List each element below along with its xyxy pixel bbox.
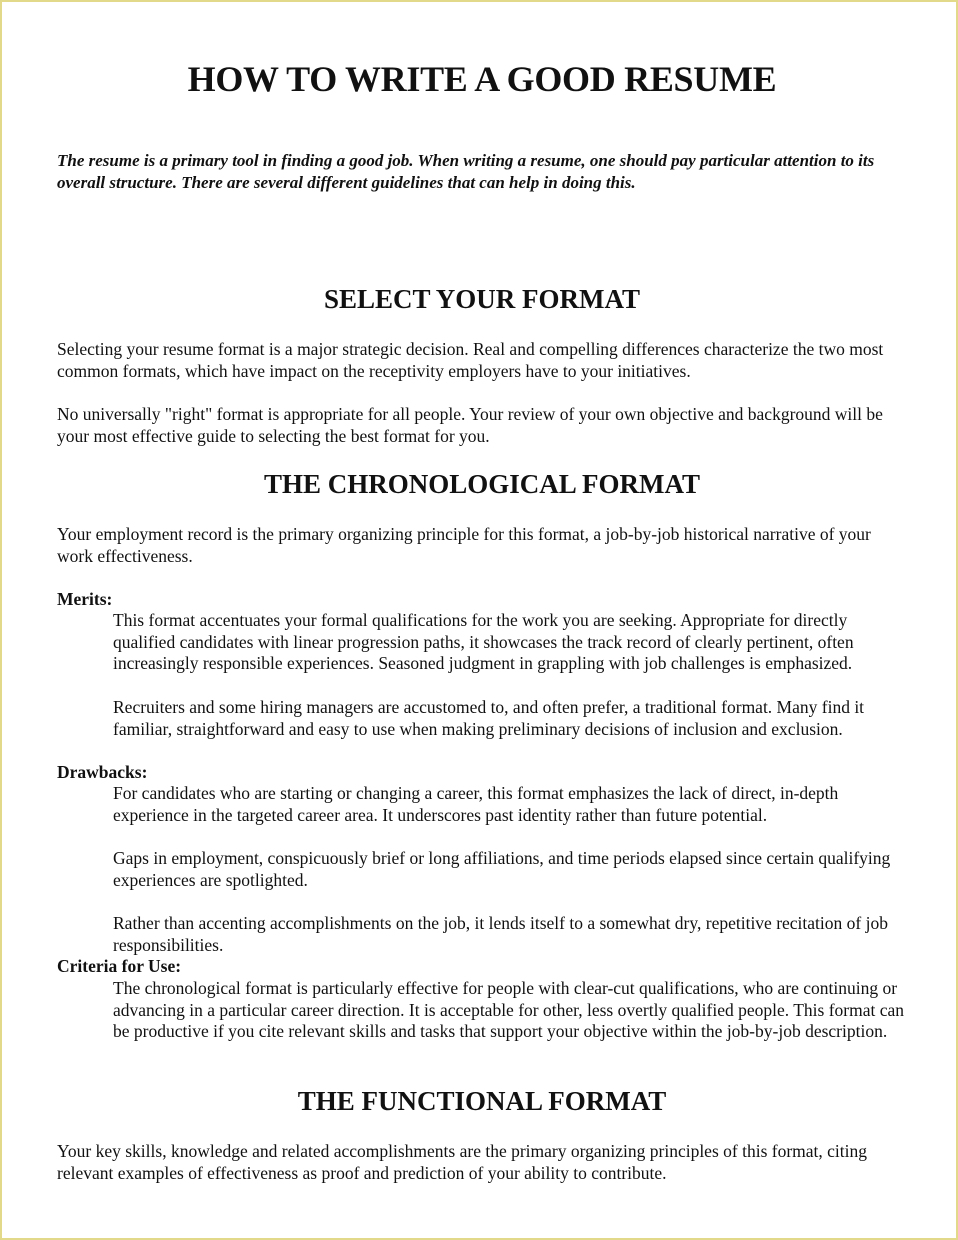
heading-select-format: SELECT YOUR FORMAT bbox=[323, 284, 641, 314]
merits-paragraph-2: Recruiters and some hiring managers are accustomed to, and often prefer, a traditional format. Many find it familiar, straightforward and easy to use when making preliminary decisions of inclusion and exclusion. bbox=[113, 697, 865, 739]
functional-intro-paragraph: Your key skills, knowledge and related accomplishments are the primary organizing principles of this format, citing relevant examples of effectiveness as proof and prediction of your ability to contribute. bbox=[57, 1141, 867, 1183]
select-format-paragraph-2: No universally "right" format is appropriate for all people. Your review of your own objective and background will be your most effective guide to selecting the best format for you. bbox=[57, 404, 883, 446]
drawbacks-paragraph-3: Rather than accenting accomplishments on the job, it lends itself to a somewhat dry, repetitive recitation of job responsibilities. bbox=[113, 913, 888, 955]
heading-chronological-format: THE CHRONOLOGICAL FORMAT bbox=[263, 469, 701, 499]
drawbacks-paragraph-1: For candidates who are starting or changing a career, this format emphasizes the lack of direct, in-depth experience in the targeted career area. It underscores past identity rather than future potential. bbox=[113, 783, 839, 825]
criteria-paragraph-1: The chronological format is particularly effective for people with clear-cut qualifications, who are continuing or advancing in a particular career direction. It is acceptable for other, less overtly qualified people. This format can be productive if you cite relevant skills and tasks that support your objective within the job-by-job description. bbox=[113, 978, 905, 1042]
chronological-intro-paragraph: Your employment record is the primary organizing principle for this format, a job-by-job historical narrative of your work effectiveness. bbox=[57, 524, 871, 566]
criteria-label: Criteria for Use: bbox=[57, 956, 182, 976]
document-title: HOW TO WRITE A GOOD RESUME bbox=[187, 59, 777, 99]
drawbacks-label: Drawbacks: bbox=[57, 762, 148, 782]
merits-paragraph-1: This format accentuates your formal qualifications for the work you are seeking. Appropriate for directly qualified candidates with linear progression paths, it showcases the track record of clearly pertinent, often increasingly responsible experiences. Seasoned judgment in grappling with job challenges is emphasized. bbox=[113, 610, 854, 674]
drawbacks-paragraph-2: Gaps in employment, conspicuously brief or long affiliations, and time periods elapsed since certain qualifying experiences are spotlighted. bbox=[113, 848, 891, 890]
intro-paragraph: The resume is a primary tool in finding a good job. When writing a resume, one should pay particular attention to its overall structure. There are several different guidelines that can help in doing this. bbox=[57, 151, 875, 192]
select-format-paragraph-1: Selecting your resume format is a major strategic decision. Real and compelling differences characterize the two most common formats, which have impact on the receptivity employers have to your initiatives. bbox=[57, 339, 884, 381]
merits-label: Merits: bbox=[57, 589, 113, 609]
heading-functional-format: THE FUNCTIONAL FORMAT bbox=[297, 1086, 667, 1116]
